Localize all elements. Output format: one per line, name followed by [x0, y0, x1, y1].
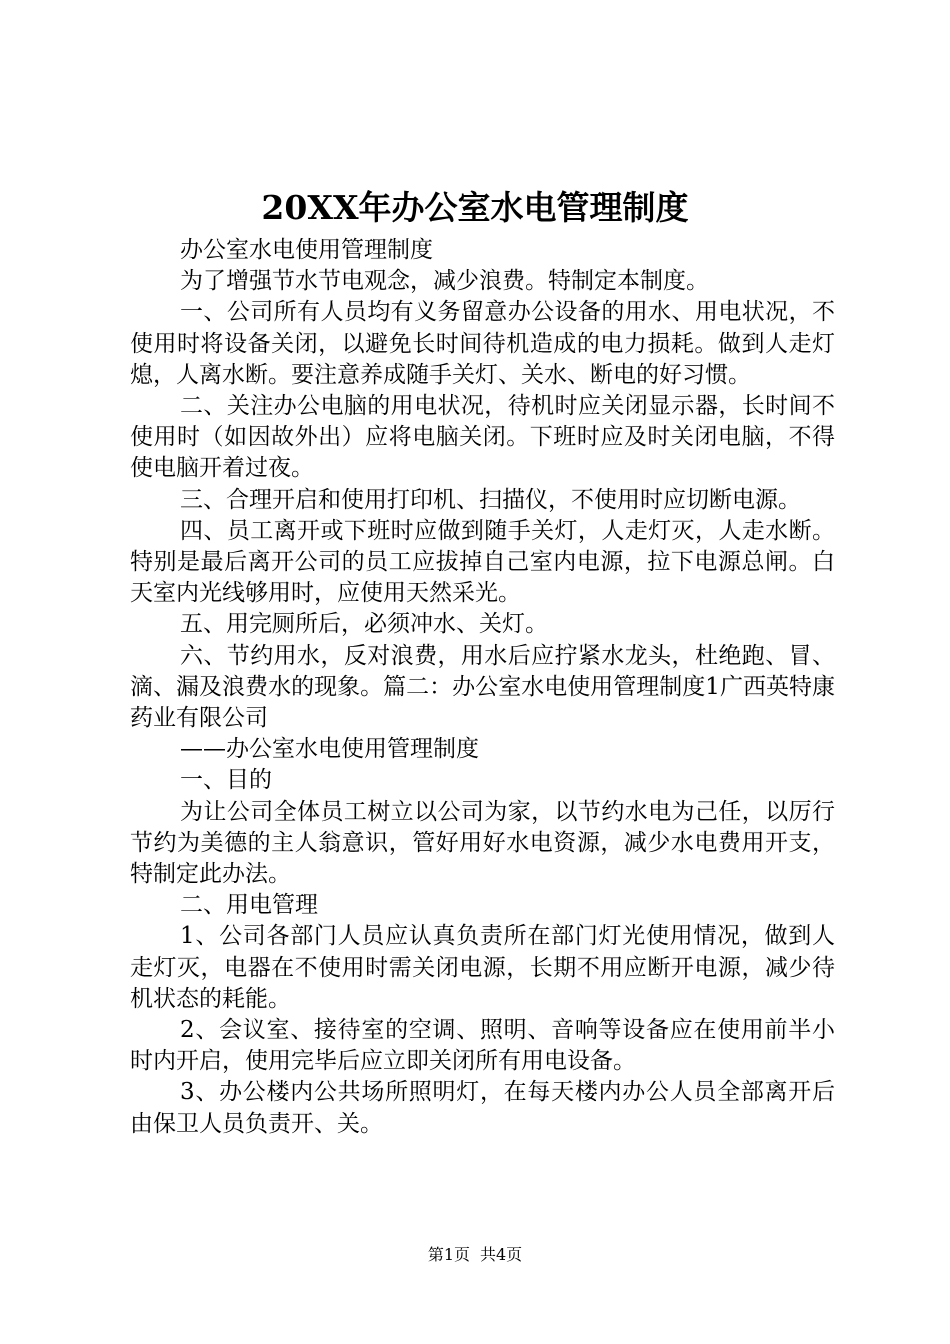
paragraph-rule-4: 四、员工离开或下班时应做到随手关灯，人走灯灭，人走水断。特别是最后离开公司的员工应拔掉自己室内电源，拉下电源总闸。白天室内光线够用时，应使用天然采光。	[130, 517, 835, 607]
paragraph-electricity-3: 3、办公楼内公共场所照明灯，在每天楼内办公人员全部离开后由保卫人员负责开、关。	[130, 1079, 835, 1137]
page-total: 共4页	[480, 1245, 523, 1264]
paragraph-rule-6: 六、节约用水，反对浪费，用水后应拧紧水龙头，杜绝跑、冒、滴、漏及浪费水的现象。篇二：办公室水电使用管理制度1广西英特康药业有限公司	[130, 642, 835, 732]
paragraph-objective: 为让公司全体员工树立以公司为家，以节约水电为己任，以厉行节约为美德的主人翁意识，管好用好水电资源，减少水电费用开支，特制定此办法。	[130, 798, 835, 888]
paragraph-section-heading: ——办公室水电使用管理制度	[180, 736, 479, 763]
paragraph-heading-electricity: 二、用电管理	[180, 892, 318, 919]
page-number: 第1页	[427, 1245, 470, 1264]
paragraph-rule-2: 二、关注办公电脑的用电状况，待机时应关闭显示器，长时间不使用时（如因故外出）应将电脑关闭。下班时应及时关闭电脑，不得使电脑开着过夜。	[130, 393, 835, 482]
page-footer	[0, 1244, 950, 1266]
paragraph-rule-3: 三、合理开启和使用打印机、扫描仪，不使用时应切断电源。	[180, 486, 801, 513]
paragraph-heading-objective: 一、目的	[180, 767, 272, 794]
paragraph-rule-5: 五、用完厕所后，必须冲水、关灯。	[180, 611, 548, 638]
paragraph-purpose: 为了增强节水节电观念，减少浪费。特制定本制度。	[180, 268, 709, 295]
paragraph-rule-1: 一、公司所有人员均有义务留意办公设备的用水、用电状况，不使用时将设备关闭，以避免长时间待机造成的电力损耗。做到人走灯熄，人离水断。要注意养成随手关灯、关水、断电的好习惯。	[130, 299, 835, 388]
paragraph-electricity-2: 2、会议室、接待室的空调、照明、音响等设备应在使用前半小时内开启，使用完毕后应立即关闭所有用电设备。	[130, 1017, 835, 1075]
paragraph-electricity-1: 1、公司各部门人员应认真负责所在部门灯光使用情况，做到人走灯灭，电器在不使用时需关闭电源，长期不用应断开电源，减少待机状态的耗能。	[130, 923, 835, 1012]
document-title: 20XX年办公室水电管理制度	[261, 188, 689, 227]
document-body	[130, 235, 835, 1140]
paragraph-subtitle: 办公室水电使用管理制度	[180, 237, 433, 263]
